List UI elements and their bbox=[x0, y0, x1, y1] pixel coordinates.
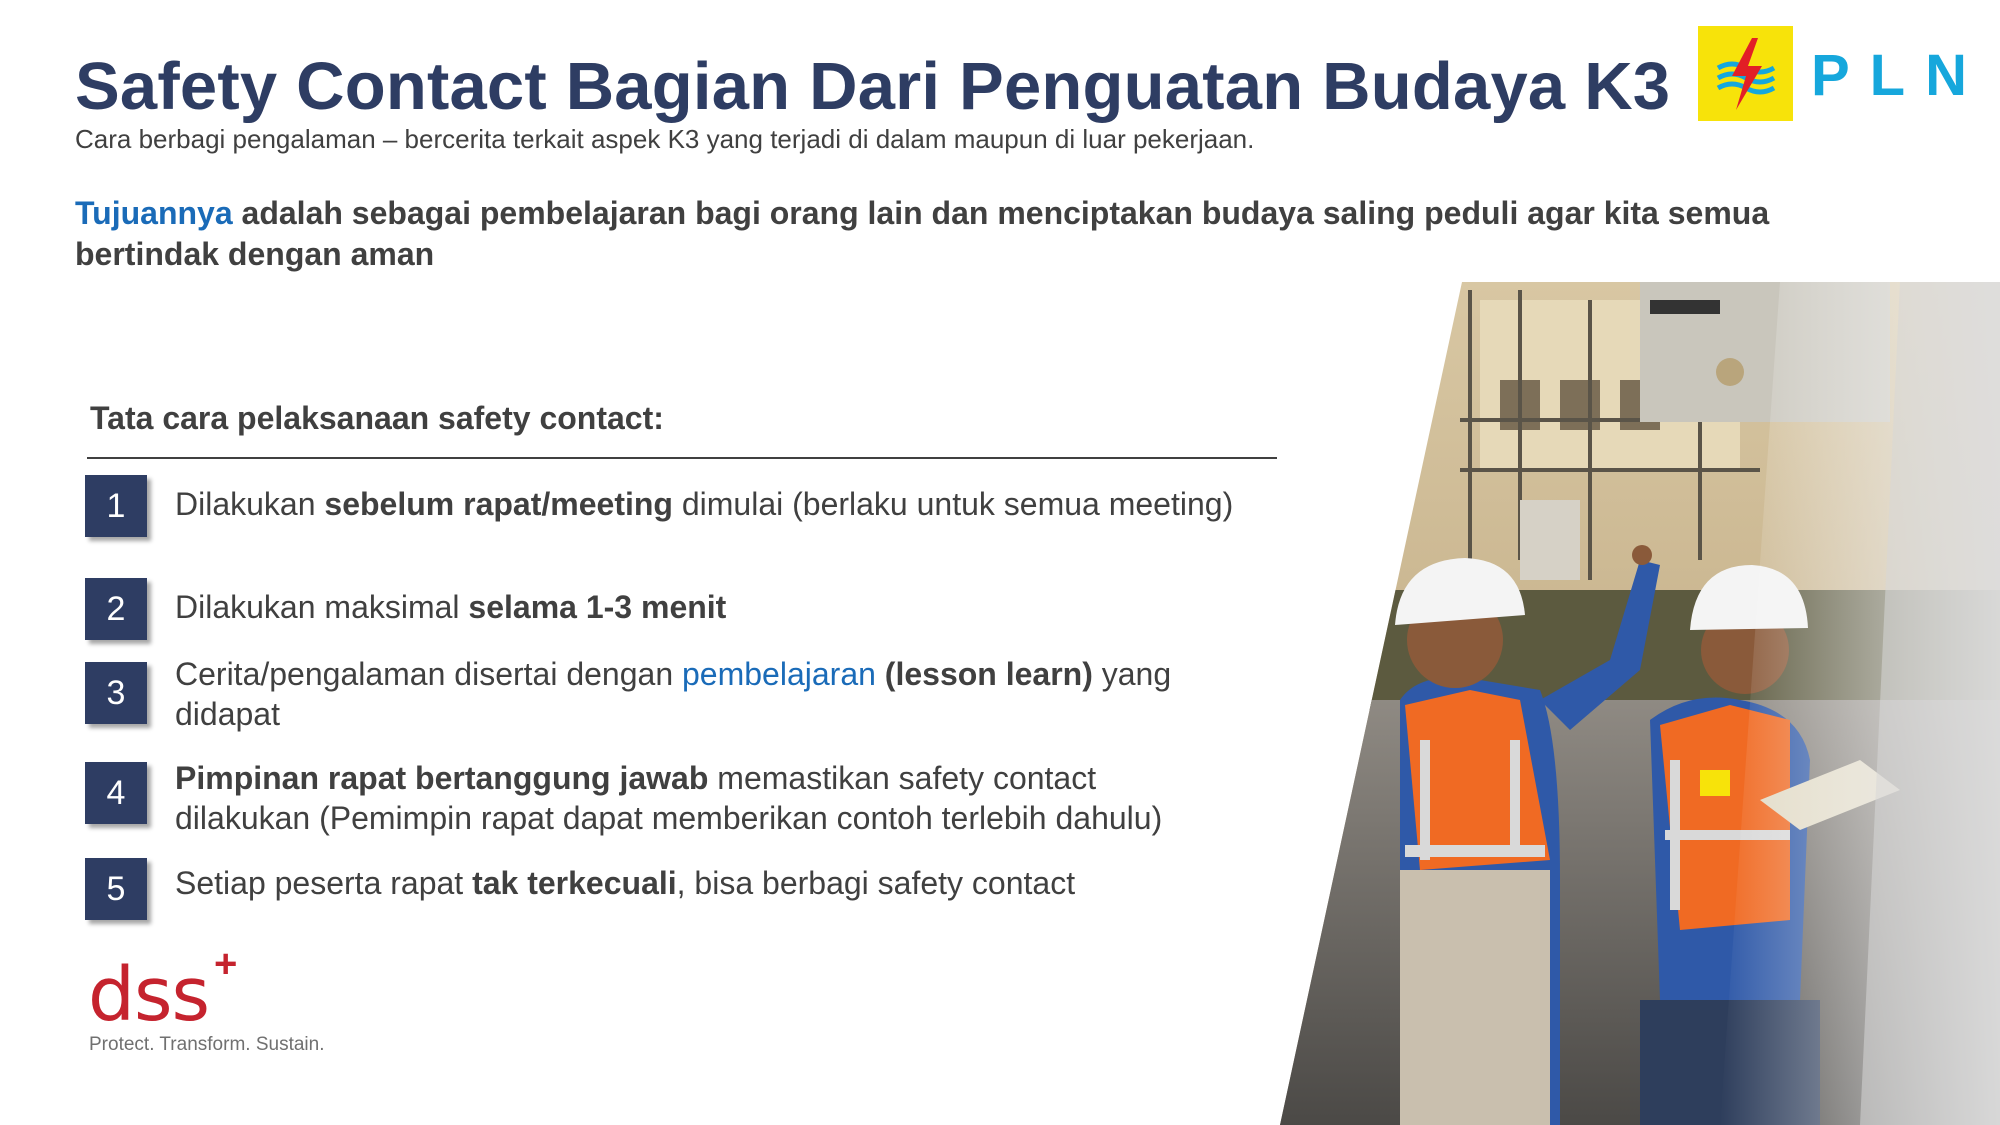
dss-logo-tagline: Protect. Transform. Sustain. bbox=[89, 1034, 325, 1055]
step-number-badge: 3 bbox=[85, 662, 147, 724]
purpose-statement bbox=[75, 193, 1875, 275]
step-number-badge: 5 bbox=[85, 858, 147, 920]
dss-logo bbox=[88, 942, 388, 1060]
purpose-text: adalah sebagai pembelajaran bagi orang lain dan menciptakan budaya saling peduli agar kita semua bertindak dengan aman bbox=[75, 195, 1770, 272]
step-number-badge: 2 bbox=[85, 578, 147, 640]
dss-logo-plus: + bbox=[214, 942, 238, 986]
step-text: Pimpinan rapat bertanggung jawab memastikan safety contact dilakukan (Pemimpin rapat dapat memberikan contoh terlebih dahulu) bbox=[175, 760, 1163, 836]
step-text: Setiap peserta rapat tak terkecuali, bisa berbagi safety contact bbox=[175, 865, 1076, 901]
pln-logo-mark-icon bbox=[1698, 26, 1793, 121]
slide-subtitle: Cara berbagi pengalaman – bercerita terkait aspek K3 yang terjadi di dalam maupun di luar pekerjaan. bbox=[75, 124, 1255, 154]
step-text: Dilakukan maksimal selama 1-3 menit bbox=[175, 589, 727, 625]
step-text: Dilakukan sebelum rapat/meeting dimulai (berlaku untuk semua meeting) bbox=[175, 486, 1234, 522]
purpose-accent: Tujuannya bbox=[75, 195, 233, 231]
step-number-badge: 4 bbox=[85, 762, 147, 824]
slide-title: Safety Contact Bagian Dari Penguatan Budaya K3 bbox=[75, 49, 1671, 124]
dss-logo-mark: dss bbox=[88, 952, 210, 1038]
step-text: Cerita/pengalaman disertai dengan pembelajaran (lesson learn) yang didapat bbox=[175, 656, 1172, 732]
pln-logo-text: PLN bbox=[1811, 43, 1987, 108]
procedure-heading: Tata cara pelaksanaan safety contact: bbox=[90, 400, 664, 436]
heading-divider bbox=[87, 457, 1277, 459]
step-number-badge: 1 bbox=[85, 475, 147, 537]
pln-logo bbox=[1698, 26, 1987, 121]
